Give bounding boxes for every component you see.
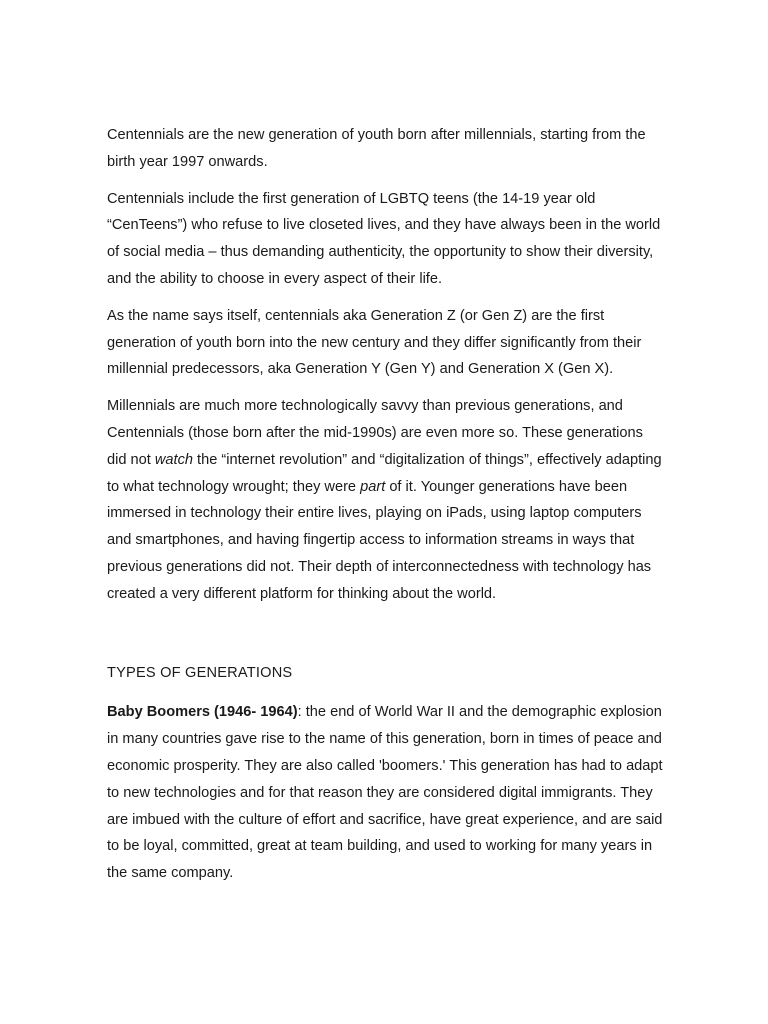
emphasis-part: part bbox=[360, 478, 386, 495]
section-heading: TYPES OF GENERATIONS bbox=[107, 664, 293, 681]
paragraph-technology bbox=[107, 393, 663, 607]
paragraph-centennials-intro: Centennials are the new generation of youth born after millennials, starting from the birth year 1997 onwards. bbox=[107, 127, 646, 170]
paragraph-lgbtq-teens: Centennials include the first generation of LGBTQ teens (the 14-19 year old “CenTeens”) who refuse to live closeted lives, and they have always been in the world of social media – thus demanding authenticity, the opportunity to show their diversity, and the ability to choose in every aspect of their life. bbox=[107, 190, 661, 287]
paragraph-technology-part1: Millennials are much more technologically savvy than previous generations, and Centennials (those born after the mid-1990s) are even more so. These generations did not bbox=[107, 398, 643, 468]
baby-boomers-label: Baby Boomers (1946- 1964) bbox=[107, 704, 298, 721]
paragraph-technology-part3: of it. Younger generations have been immersed in technology their entire lives, playing on iPads, using laptop computers and smartphones, and having fingertip access to information streams in ways that previous generations did not. Their depth of interconnectedness with technology has created a very different platform for thinking about the world. bbox=[107, 478, 652, 602]
document-page bbox=[107, 122, 663, 897]
emphasis-watch: watch bbox=[154, 451, 193, 468]
paragraph-baby-boomers bbox=[107, 699, 663, 887]
paragraph-technology-part2: the “internet revolution” and “digitalization of things”, effectively adapting to what technology wrought; they were bbox=[107, 451, 662, 495]
baby-boomers-text: : the end of World War II and the demographic explosion in many countries gave rise to the name of this generation, born in times of peace and economic prosperity. They are also called 'boomers.' This generation has had to adapt to new technologies and for that reason they are considered digital immigrants. They are imbued with the culture of effort and sacrifice, have great experience, and are said to be loyal, committed, great at team building, and used to working for many years in the same company. bbox=[107, 704, 663, 882]
paragraph-generation-z: As the name says itself, centennials aka Generation Z (or Gen Z) are the first generation of youth born into the new century and they differ significantly from their millennial predecessors, aka Generation Y (Gen Y) and Generation X (Gen X). bbox=[107, 307, 642, 378]
